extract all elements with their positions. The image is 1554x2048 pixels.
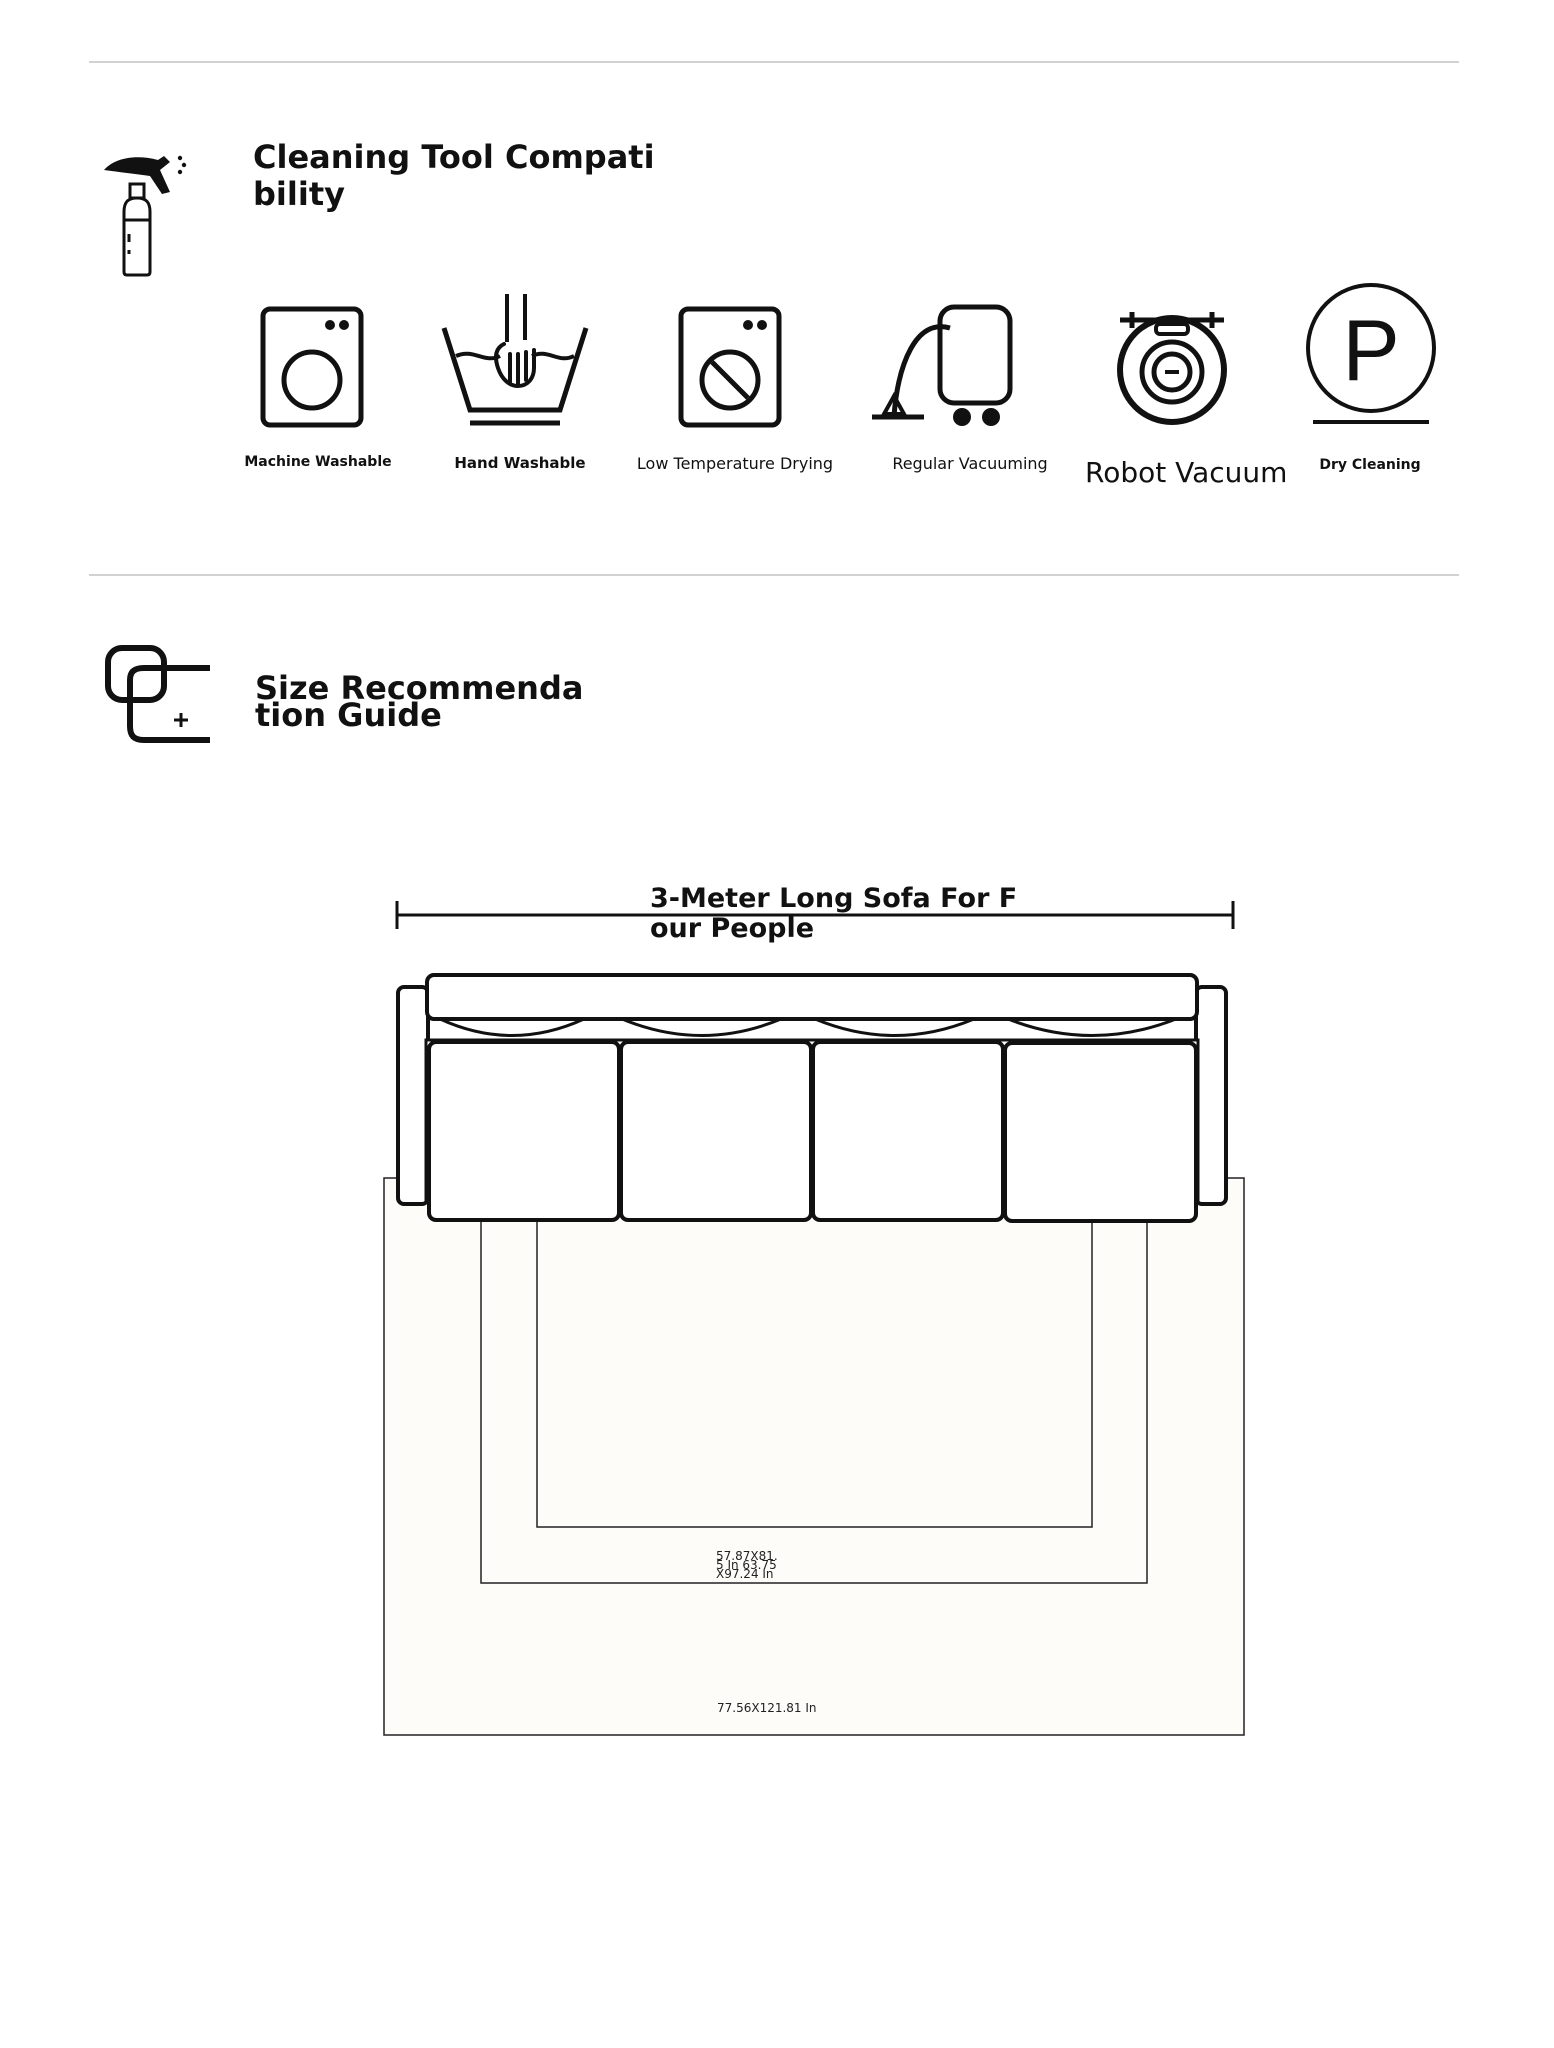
care-label-regular-vacuuming: Regular Vacuuming [892,454,1048,473]
dry-clean-symbol: P [1342,303,1400,399]
care-label-machine-washable: Machine Washable [244,454,392,470]
dry-clean-p-icon [1303,282,1439,430]
washing-machine-icon [260,306,364,428]
spray-bottle-icon [100,150,192,280]
sofa-top-view [398,975,1226,1221]
care-label-low-temperature-drying: Low Temperature Drying [636,454,834,473]
vacuum-cleaner-icon [872,304,1018,430]
rug-size-illustration [370,960,1270,1740]
size-section-title: Size Recommenda tion Guide [255,669,584,734]
care-label-hand-washable: Hand Washable [454,454,586,472]
divider-top [89,61,1459,63]
small-rug [537,1198,1092,1527]
divider-middle [89,574,1459,576]
cleaning-section-title: Cleaning Tool Compati bility [253,138,655,213]
robot-vacuum-icon [1112,308,1232,428]
tumble-dry-low-icon [678,306,782,428]
hand-wash-basin-icon [440,292,590,428]
care-label-dry-cleaning: Dry Cleaning [1319,457,1421,473]
overlapping-squares-plus-icon [104,640,214,750]
small-rug-size-label: 57.87X81. 5 In 63.75 X97.24 In [716,1549,778,1581]
care-label-robot-vacuum: Robot Vacuum [1085,456,1288,489]
sofa-caption: 3-Meter Long Sofa For F our People [650,883,1018,944]
large-rug-size-label: 77.56X121.81 In [717,1701,817,1715]
